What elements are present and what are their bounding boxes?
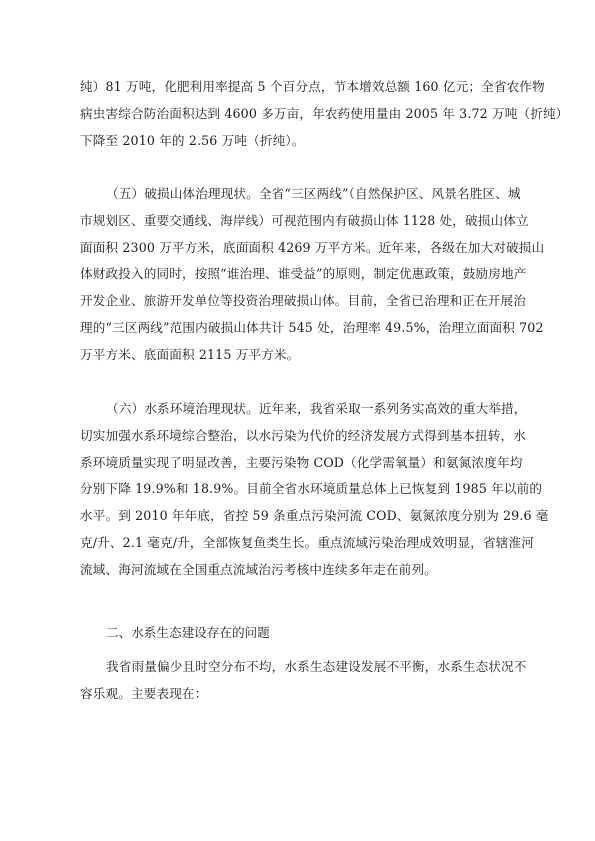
text-line: 分别下降 19.9%和 18.9%。目前全省水环境质量总体上已恢复到 1985 年以前的 [80,481,543,497]
text-line: 理的“三区两线”范围内破损山体共计 545 处，治理率 49.5%，治理立面面积 702 [80,319,544,335]
paragraph-water-environment [80,396,549,584]
text-line: 纯）81 万吨，化肥利用率提高 5 个百分点，节本增效总额 160 亿元；全省农作物 [80,79,545,94]
text-line: 面面积 2300 万平方米，底面面积 4269 万平方米。近年来，各级在加大对破损山 [80,239,545,255]
paragraph-problems-intro [80,654,527,708]
text-line: 病虫害综合防治面积达到 4600 多万亩，年农药使用量由 2005 年 3.72 万吨（折纯） [80,105,569,121]
text-line: 容乐观。主要表现在： [80,685,208,701]
text-line: 切实加强水系环境综合整治，以水污染为代价的经济发展方式得到基本扭转，水 [80,427,527,443]
text-line: 流域、海河流域在全国重点流域治污考核中连续多年走在前列。 [80,561,437,577]
text-line: 体财政投入的同时，按照“谁治理、谁受益”的原则，制定优惠政策，鼓励房地产 [80,266,527,282]
text-line: 万平方米、底面面积 2115 万平方米。 [80,346,300,362]
text-line: （六）水系环境治理现状。近年来，我省采取一系列务实高效的重大举措， [106,401,527,416]
text-line: 市规划区、重要交通线、海岸线）可视范围内有破损山体 1128 处，破损山体立 [80,212,529,228]
text-line: 克/升、2.1 毫克/升，全部恢复鱼类生长。重点流域污染治理成效明显，省辖淮河 [80,534,534,550]
text-line: 我省雨量偏少且时空分布不均，水系生态建设发展不平衡，水系生态状况不 [106,659,527,674]
text-line: 下降至 2010 年的 2.56 万吨（折纯）。 [80,132,305,148]
text-line: 水平。到 2010 年年底，省控 59 条重点污染河流 COD、氨氮浓度分别为 29.6 毫 [80,508,549,524]
text-line: 系环境质量实现了明显改善，主要污染物 COD（化学需氧量）和氨氮浓度年均 [80,454,523,470]
paragraph-damaged-mountains [80,181,545,369]
section-heading: 二、水系生态建设存在的问题 [106,625,270,640]
text-line: 开发企业、旅游开发单位等投资治理破损山体。目前，全省已治理和正在开展治 [80,293,527,309]
paragraph-fertilizer-pesticide [80,74,569,154]
text-line: （五）破损山体治理现状。全省“三区两线”（自然保护区、风景名胜区、城 [106,186,521,201]
